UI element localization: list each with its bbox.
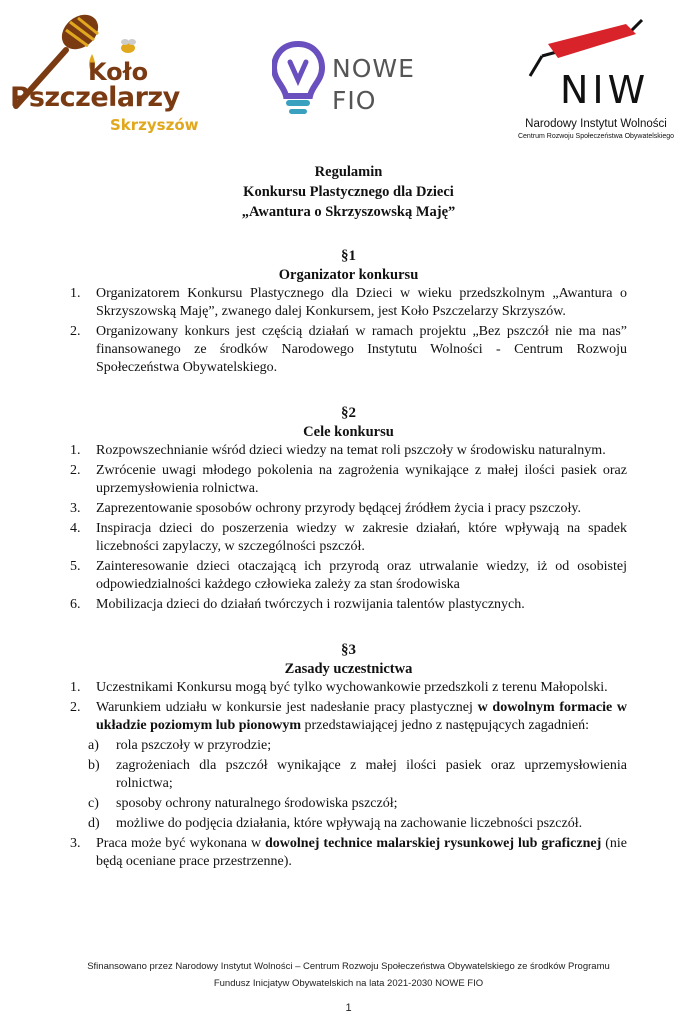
item-number: 5. bbox=[70, 559, 81, 574]
sub-letter: c) bbox=[88, 796, 99, 811]
section-1-list bbox=[0, 285, 697, 377]
section-3-title: Zasady uczestnictwa bbox=[284, 661, 413, 677]
sub-letter: a) bbox=[88, 738, 99, 753]
section-3-list bbox=[0, 679, 697, 871]
sub-text: sposoby ochrony naturalnego środowiska pszczół; bbox=[116, 796, 398, 811]
sublist-item bbox=[88, 795, 627, 813]
section-1-number: §1 bbox=[341, 248, 356, 264]
section-2-title: Cele konkursu bbox=[303, 424, 394, 440]
item-text: Mobilizacja dzieci do działań twórczych i rozwijania talentów plastycznych. bbox=[96, 597, 525, 612]
item-text-bold: dowolnej technice malarskiej rysunkowej lub graficznej bbox=[265, 836, 602, 851]
title-line1: Regulamin bbox=[314, 164, 383, 180]
list-item bbox=[0, 500, 697, 518]
item-text: Zainteresowanie dzieci otaczającą ich przyrodą oraz utrwalanie wiedzy, iż od osobistej odpowiedzialności każdego człowieka zależy za stan środowiska bbox=[96, 559, 627, 592]
item-number: 6. bbox=[70, 597, 81, 612]
item-text: Inspiracja dzieci do poszerzenia wiedzy w zakresie działań, które wpływają na spadek liczebności zapylaczy, w szczególności pszczół. bbox=[96, 521, 627, 554]
niw-mark-text: NIW bbox=[560, 68, 650, 112]
sublist-item bbox=[88, 737, 627, 755]
niw-subtitle-text: Centrum Rozwoju Społeczeństwa Obywatelskiego bbox=[517, 133, 675, 140]
item-number: 3. bbox=[70, 836, 81, 851]
item-text-pre: Praca może być wykonana w bbox=[96, 836, 266, 851]
logo-header bbox=[0, 10, 697, 140]
list-item bbox=[0, 835, 697, 871]
item-number: 3. bbox=[70, 501, 81, 516]
item-number: 4. bbox=[70, 521, 81, 536]
list-item bbox=[0, 323, 697, 377]
kolo-pszczelarzy-logo bbox=[6, 10, 226, 140]
page-number: 1 bbox=[345, 1002, 352, 1014]
item-number: 1. bbox=[70, 286, 81, 301]
footer-line1: Sfinansowano przez Narodowy Instytut Wolności – Centrum Rozwoju Społeczeństwa Obywatelskiego ze środków Programu bbox=[87, 961, 610, 972]
item-text-post: (nie będą oceniane prace przestrzenne). bbox=[96, 836, 627, 869]
sub-text: możliwe do podjęcia działania, które wpływają na zachowanie liczebności pszczół. bbox=[116, 816, 583, 831]
item-text-pre: Warunkiem udziału w konkursie jest nadesłanie pracy plastycznej bbox=[96, 700, 478, 715]
title-line2: Konkursu Plastycznego dla Dzieci bbox=[243, 184, 454, 200]
sub-text: zagrożeniach dla pszczół wynikające z małej ilości pasiek oraz uprzemysłowienia rolnictwa; bbox=[116, 758, 627, 791]
list-item bbox=[0, 679, 697, 697]
document-body bbox=[0, 162, 697, 873]
document-title bbox=[0, 162, 697, 222]
sub-letter: b) bbox=[88, 758, 100, 773]
section-2-list bbox=[0, 442, 697, 614]
list-item bbox=[0, 462, 697, 498]
item-number: 2. bbox=[70, 463, 81, 478]
item-number: 2. bbox=[70, 700, 81, 715]
niw-name-text: Narodowy Instytut Wolności bbox=[525, 118, 667, 130]
item-text: Uczestnikami Konkursu mogą być tylko wychowankowie przedszkoli z terenu Małopolski. bbox=[96, 680, 608, 695]
item-number: 2. bbox=[70, 324, 81, 339]
logo-text-line3: Skrzyszów bbox=[110, 116, 199, 134]
section-2-number: §2 bbox=[341, 405, 356, 421]
sublist-item bbox=[88, 815, 627, 833]
fio-text-line2: FIO bbox=[332, 86, 377, 115]
logo-text-line1: Koło bbox=[88, 58, 149, 86]
lightbulb-icon bbox=[272, 40, 328, 120]
section-3-sublist bbox=[88, 737, 627, 833]
list-item bbox=[0, 699, 697, 833]
logo-text-line2: Pszczelarzy bbox=[10, 82, 180, 113]
title-line3: „Awantura o Skrzyszowską Maję” bbox=[241, 204, 456, 220]
item-text: Organizatorem Konkursu Plastycznego dla Dzieci w wieku przedszkolnym „Awantura o Skrzyszowską Maję”, zwanego dalej Konkursem, jest Koło Pszczelarzy Skrzyszów. bbox=[96, 286, 627, 319]
nowe-fio-logo bbox=[270, 30, 430, 130]
item-text-bold: w dowolnym formacie w układzie poziomym lub pionowym bbox=[96, 700, 627, 733]
niw-logo bbox=[500, 18, 690, 148]
item-text: Rozpowszechnianie wśród dzieci wiedzy na temat roli pszczoły w środowisku naturalnym. bbox=[96, 443, 606, 458]
footer-line2: Fundusz Inicjatyw Obywatelskich na lata 2021-2030 NOWE FIO bbox=[213, 978, 484, 989]
item-number: 1. bbox=[70, 443, 81, 458]
item-text-post: przedstawiającej jedno z następujących zagadnień: bbox=[300, 718, 590, 733]
list-item bbox=[0, 442, 697, 460]
sublist-item bbox=[88, 757, 627, 793]
item-number: 1. bbox=[70, 680, 81, 695]
sub-letter: d) bbox=[88, 816, 100, 831]
section-1-title: Organizator konkursu bbox=[278, 267, 419, 283]
fio-text-line1: NOWE bbox=[332, 54, 415, 83]
item-text: Organizowany konkurs jest częścią działań w ramach projektu „Bez pszczół nie ma nas” finansowanego ze środków Narodowego Instytutu Wolności - Centrum Rozwoju Społeczeństwa Obywatelskiego. bbox=[96, 324, 627, 375]
item-text: Zaprezentowanie sposobów ochrony przyrody będącej źródłem życia i pracy pszczoły. bbox=[96, 501, 582, 516]
list-item bbox=[0, 558, 697, 594]
section-3-number: §3 bbox=[341, 642, 356, 658]
sub-text: rola pszczoły w przyrodzie; bbox=[116, 738, 272, 753]
list-item bbox=[0, 596, 697, 614]
page-footer bbox=[0, 958, 697, 992]
item-text: Zwrócenie uwagi młodego pokolenia na zagrożenia wynikające z małej ilości pasiek oraz uprzemysłowienia rolnictwa. bbox=[96, 463, 627, 496]
list-item bbox=[0, 285, 697, 321]
list-item bbox=[0, 520, 697, 556]
